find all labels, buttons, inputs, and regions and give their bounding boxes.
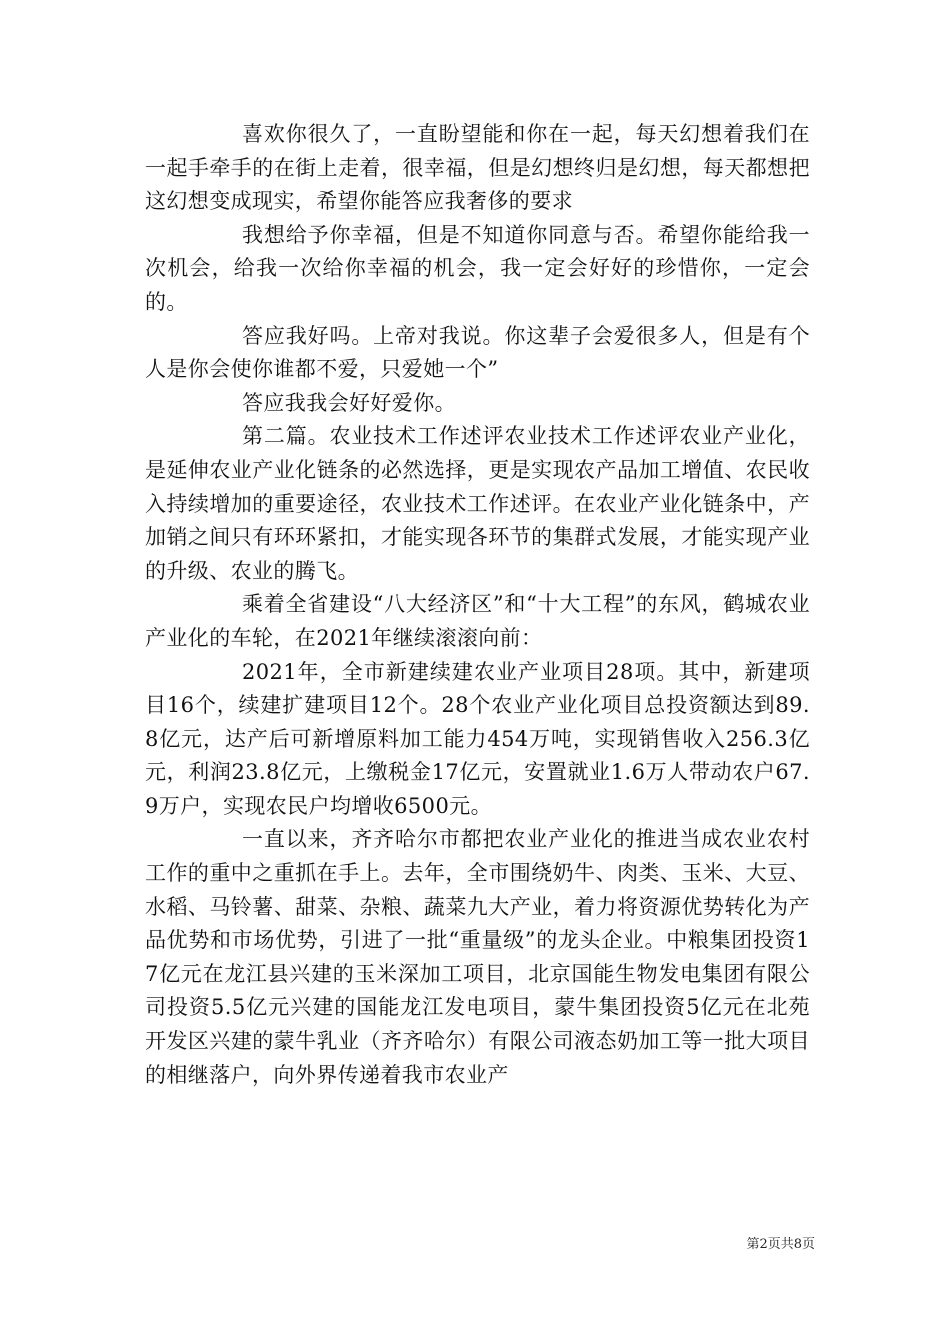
paragraph-6: 乘着全省建设“八大经济区”和“十大工程”的东风，鹤城农业产业化的车轮，在2021年继续滚滚向前： <box>145 592 810 650</box>
paragraph-4: 答应我我会好好爱你。 <box>242 390 456 415</box>
paragraph-5: 第二篇。农业技术工作述评农业技术工作述评农业产业化，是延伸农业产业化链条的必然选择，更是实现农产品加工增值、农民收入持续增加的重要途径，农业技术工作述评。在农业产业化链条中，产加销之间只有环环紧扣，才能实现各环节的集群式发展，才能实现产业的升级、农业的腾飞。 <box>145 424 810 583</box>
paragraph-1: 喜欢你很久了，一直盼望能和你在一起，每天幻想着我们在一起手牵手的在街上走着，很幸福，但是幻想终归是幻想，每天都想把这幻想变成现实，希望你能答应我奢侈的要求 <box>145 122 810 214</box>
page-number: 第2页共8页 <box>746 1237 815 1252</box>
paragraph-2: 我想给予你幸福，但是不知道你同意与否。希望你能给我一次机会，给我一次给你幸福的机会，我一定会好好的珍惜你，一定会的。 <box>145 222 810 314</box>
paragraph-8: 一直以来，齐齐哈尔市都把农业产业化的推进当成农业农村工作的重中之重抓在手上。去年，全市围绕奶牛、肉类、玉米、大豆、水稻、马铃薯、甜菜、杂粮、蔬菜九大产业，着力将资源优势转化为产品优势和市场优势，引进了一批“重量级”的龙头企业。中粮集团投资17亿元在龙江县兴建的玉米深加工项目，北京国能生物发电集团有限公司投资5.5亿元兴建的国能龙江发电项目，蒙牛集团投资5亿元在北苑开发区兴建的蒙牛乳业（齐齐哈尔）有限公司液态奶加工等一批大项目的相继落户，向外界传递着我市农业产 <box>145 827 810 1087</box>
document-body <box>145 118 810 1092</box>
paragraph-3: 答应我好吗。上帝对我说。你这辈子会爱很多人，但是有个人是你会使你谁都不爱，只爱她一个” <box>145 323 810 382</box>
paragraph-7: 2021年，全市新建续建农业产业项目28项。其中，新建项目16个，续建扩建项目12个。28个农业产业化项目总投资额达到89.8亿元，达产后可新增原料加工能力454万吨，实现销售收入256.3亿元，利润23.8亿元，上缴税金17亿元，安置就业1.6万人带动农户67.9万户，实现农民户均增收6500元。 <box>145 659 810 818</box>
